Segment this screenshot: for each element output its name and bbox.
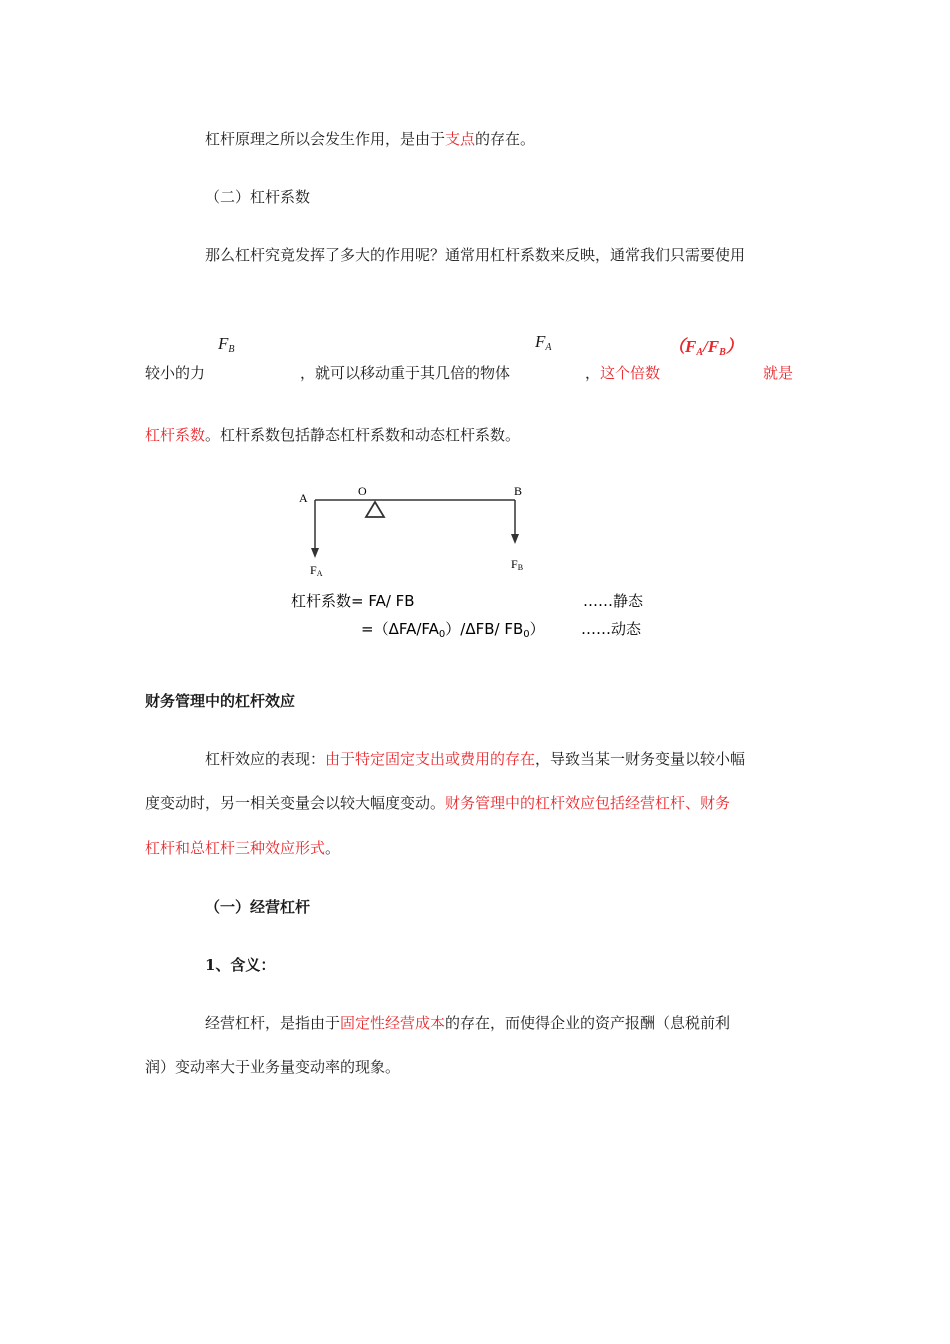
label-a: A xyxy=(299,491,308,505)
subsection-title-meaning: 1、含义： xyxy=(205,956,276,974)
formula-fa: $F_A$ xyxy=(535,332,552,353)
static-formula: 杠杆系数= FA/ FB xyxy=(291,592,415,610)
highlight-fulcrum: 支点 xyxy=(445,130,476,148)
force-b-arrowhead xyxy=(511,534,519,544)
formula-ratio: $(F_A/F_B)$ xyxy=(668,337,743,358)
force-a-arrowhead xyxy=(311,548,319,558)
paragraph-intro-coefficient: 那么杠杆究竟发挥了多大的作用呢？通常用杠杆系数来反映，通常我们只需要使用 xyxy=(205,246,746,264)
text-multiple: ，这个倍数 xyxy=(585,364,661,382)
text-smaller-force: 较小的力 xyxy=(145,364,206,382)
lever-figure xyxy=(285,478,665,648)
dynamic-note: ……动态 xyxy=(581,620,642,638)
dynamic-formula: $=(\Delta FA/FA_0)/\Delta FB/$ $FB_0$） xyxy=(361,620,545,640)
lever-diagram xyxy=(285,478,665,648)
paragraph-leverage-effect-line2: 度变动时，另一相关变量会以较大幅度变动。财务管理中的杠杆效应包括经营杠杆、财务 xyxy=(145,794,731,812)
paragraph-operating-leverage-line1: 经营杠杆，是指由于固定性经营成本的存在，而使得企业的资产报酬（息税前利 xyxy=(205,1014,731,1032)
heading-finance-leverage: 财务管理中的杠杆效应 xyxy=(145,692,296,710)
label-o: O xyxy=(358,484,367,498)
fulcrum-triangle xyxy=(366,502,384,517)
section-title-leverage-coefficient: （二）杠杆系数 xyxy=(205,188,311,206)
text-move-heavier: ，就可以移动重于其几倍的物体 xyxy=(300,364,511,382)
formula-fb: $F_B$ xyxy=(218,334,235,355)
text-is: 就是 xyxy=(763,364,794,382)
static-note: ……静态 xyxy=(583,592,644,610)
label-b: B xyxy=(514,484,523,498)
paragraph-coefficient-types: 杠杆系数。杠杆系数包括静态杠杆系数和动态杠杆系数。 xyxy=(145,426,521,444)
label-fb: FB xyxy=(511,557,524,572)
label-fa: FA xyxy=(310,563,323,578)
paragraph-leverage-effect-line3: 杠杆和总杠杆三种效应形式。 xyxy=(145,839,341,857)
paragraph-operating-leverage-line2: 润）变动率大于业务量变动率的现象。 xyxy=(145,1058,401,1076)
paragraph-fulcrum: 杠杆原理之所以会发生作用，是由于支点的存在。 xyxy=(205,130,536,148)
paragraph-leverage-effect-line1: 杠杆效应的表现：由于特定固定支出或费用的存在，导致当某一财务变量以较小幅 xyxy=(205,750,746,768)
section-title-operating-leverage: （一）经营杠杆 xyxy=(205,898,311,916)
